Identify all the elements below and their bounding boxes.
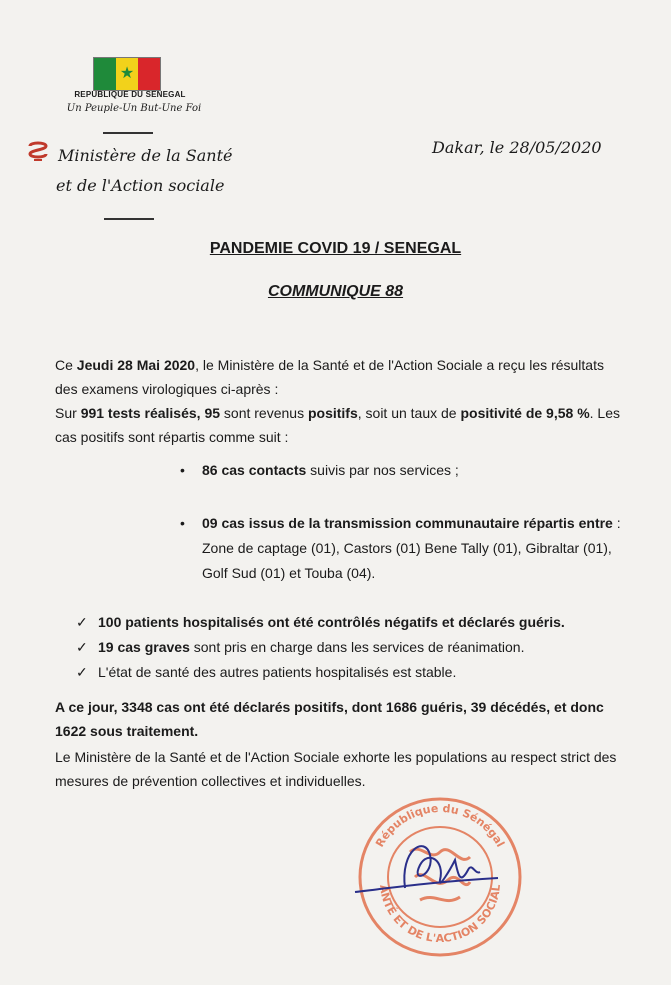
intro-text-5: , soit un taux de: [357, 405, 461, 421]
bullet-contacts-bold: 86 cas contacts: [202, 462, 307, 478]
bullet-community-text: : Zone de captage (01), Castors (01) Bene Tally (01), Gibraltar (01), Golf Sud (01) et Touba (04).: [202, 515, 621, 581]
communique-number: COMMUNIQUE 88: [267, 283, 404, 300]
intro-text-3: Sur: [55, 405, 81, 421]
checkmark-icon: ✓: [76, 664, 88, 680]
intro-paragraph: [55, 353, 630, 449]
ministry-name-line2: et de l'Action sociale: [56, 176, 225, 195]
intro-positifs: positifs: [307, 405, 358, 421]
intro-text-1: Ce: [55, 357, 77, 373]
intro-text-2: , le Ministère de la Santé et de l'Action Sociale a reçu les résultats des examens virologiques ci-après :: [55, 357, 604, 397]
check-recovered-text: 100 patients hospitalisés ont été contrôlés négatifs et déclarés guéris.: [98, 614, 565, 630]
bullet-community-bold: 09 cas issus de la transmission communautaire répartis entre: [202, 515, 613, 531]
divider-top: [103, 132, 153, 134]
checkmark-icon: ✓: [76, 639, 88, 655]
senegal-flag: [93, 57, 161, 91]
intro-tests: 991 tests réalisés, 95: [80, 405, 221, 421]
bullet-contacts-text: suivis par nos services ;: [306, 462, 459, 478]
ministry-logo-icon: [26, 140, 50, 164]
bullet-community: [180, 511, 628, 586]
ministry-name-line1: Ministère de la Santé: [58, 146, 233, 165]
signature: [350, 830, 500, 900]
check-severe-text: sont pris en charge dans les services de réanimation.: [189, 639, 525, 655]
document-title: PANDEMIE COVID 19 / SENEGAL: [209, 240, 462, 257]
national-motto: Un Peuple-Un But-Une Foi: [66, 103, 202, 114]
intro-text-6: . Les cas positifs sont répartis comme suit :: [55, 405, 621, 445]
checkmark-icon: ✓: [76, 614, 88, 630]
bullet-dot-icon: •: [180, 462, 185, 478]
check-item-recovered: [76, 610, 636, 634]
closing-paragraph: Le Ministère de la Santé et de l'Action Sociale exhorte les populations au respect strict des mesures de prévention collectives et individuelles.: [55, 749, 617, 789]
divider-bottom: [104, 218, 154, 220]
check-item-stable: [76, 660, 636, 684]
document-date: Dakar, le 28/05/2020: [432, 138, 602, 157]
intro-text-4: sont revenus: [220, 405, 308, 421]
summary-paragraph: A ce jour, 3348 cas ont été déclarés positifs, dont 1686 guéris, 39 décédés, et donc 1622 sous traitement.: [55, 699, 604, 739]
check-item-severe: [76, 635, 636, 659]
stamp-bottom-text: ANTÉ ET DE L'ACTION SOCIAL: [376, 883, 504, 946]
intro-rate: positivité de 9,58 %: [460, 405, 590, 421]
check-stable-text: L'état de santé des autres patients hospitalisés est stable.: [98, 664, 457, 680]
star-icon: ★: [119, 65, 135, 82]
bullet-dot-icon: •: [180, 515, 185, 531]
check-severe-bold: 19 cas graves: [98, 639, 190, 655]
intro-date: Jeudi 28 Mai 2020: [76, 357, 196, 373]
bullet-contacts: [180, 458, 620, 483]
stamp-top-text: République du Sénégal: [373, 801, 507, 850]
republic-label: REPUBLIQUE DU SENEGAL: [74, 90, 186, 99]
